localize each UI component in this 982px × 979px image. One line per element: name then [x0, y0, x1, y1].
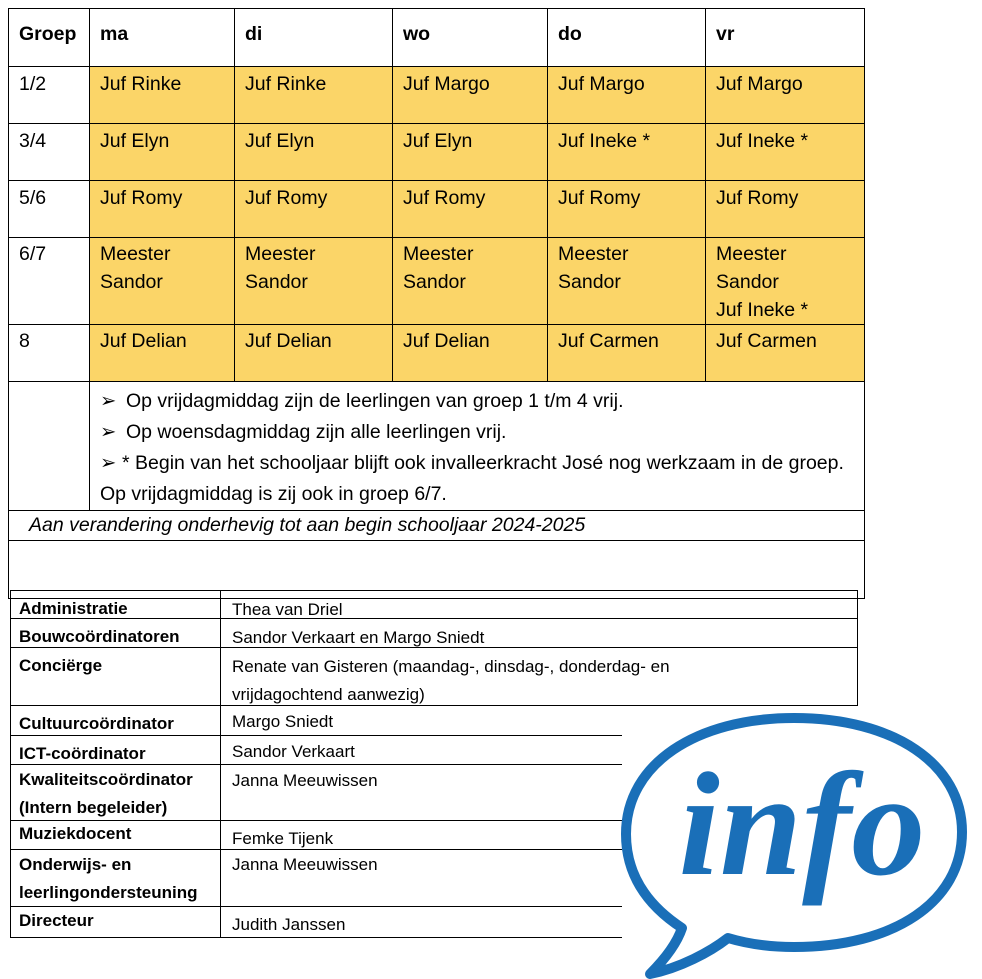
staff-role: Bouwcoördinatoren [19, 627, 180, 646]
arrow-bullet-icon: ➢ [100, 452, 117, 474]
staff-role: Directeur [19, 911, 94, 930]
staff-name-line: Renate van Gisteren (maandag-, dinsdag-, donderdag- en [232, 657, 670, 676]
staff-row-bouwcoordinatoren [10, 619, 858, 648]
staff-role: Administratie [19, 599, 128, 618]
teacher-cell-ma [90, 238, 235, 325]
staff-name: Femke Tijenk [220, 821, 623, 849]
staff-role: Cultuurcoördinator [19, 714, 174, 733]
disclaimer-text: Aan verandering onderhevig tot aan begin schooljaar 2024-2025 [9, 511, 865, 541]
groep-cell: 8 [9, 325, 90, 382]
teacher-line: Meester [716, 243, 787, 265]
teacher-cell-vr: Juf Carmen [706, 325, 865, 382]
staff-row-cultuurcoordinator [10, 706, 622, 736]
teacher-line: Meester [558, 243, 629, 265]
teacher-cell-di: Juf Rinke [235, 67, 393, 124]
staff-role-line: leerlingondersteuning [19, 883, 198, 902]
staff-name: Sandor Verkaart [220, 736, 623, 764]
teacher-cell-wo: Juf Elyn [393, 124, 548, 181]
note-item [100, 448, 854, 510]
schedule-header-row [9, 9, 865, 67]
schedule-row-5-6 [9, 181, 865, 238]
teacher-line: Sandor [245, 271, 308, 293]
schedule-row-3-4 [9, 124, 865, 181]
teacher-cell-di: Juf Delian [235, 325, 393, 382]
staff-name: Thea van Driel [220, 591, 858, 619]
teacher-cell-di: Juf Romy [235, 181, 393, 238]
header-do: do [548, 9, 706, 67]
header-ma: ma [90, 9, 235, 67]
teacher-cell-wo: Juf Romy [393, 181, 548, 238]
staff-row-concierge [10, 648, 858, 706]
staff-row-kwaliteitscoordinator [10, 765, 622, 821]
teacher-cell-do: Juf Margo [548, 67, 706, 124]
notes-cell [90, 382, 865, 511]
info-logo-text: info [678, 743, 926, 907]
notes-empty-cell [9, 382, 90, 511]
teacher-cell-vr [706, 238, 865, 325]
staff-role [11, 850, 220, 907]
staff-role: Muziekdocent [19, 824, 132, 843]
staff-row-ict-coordinator [10, 736, 622, 765]
note-item [100, 386, 854, 417]
note-item [100, 417, 854, 448]
staff-name: Janna Meeuwissen [220, 765, 623, 820]
teacher-cell-vr: Juf Margo [706, 67, 865, 124]
schedule-row-1-2 [9, 67, 865, 124]
groep-cell: 3/4 [9, 124, 90, 181]
staff-name: Sandor Verkaart en Margo Sniedt [220, 619, 858, 647]
staff-role: ICT-coördinator [19, 744, 146, 763]
teacher-cell-ma: Juf Elyn [90, 124, 235, 181]
header-vr: vr [706, 9, 865, 67]
note-text: * Begin van het schooljaar blijft ook invalleerkracht José nog werkzaam in de groep. Op vrijdagmiddag is zij ook in groep 6/7. [100, 452, 844, 505]
staff-name: Judith Janssen [220, 907, 623, 937]
header-di: di [235, 9, 393, 67]
teacher-cell-do [548, 238, 706, 325]
teacher-cell-do: Juf Romy [548, 181, 706, 238]
staff-role-line: (Intern begeleider) [19, 798, 168, 817]
schedule-row-6-7 [9, 238, 865, 325]
teacher-line: Juf Ineke * [716, 299, 809, 321]
teacher-cell-do: Juf Carmen [548, 325, 706, 382]
groep-cell: 5/6 [9, 181, 90, 238]
staff-name: Janna Meeuwissen [220, 850, 623, 906]
staff-role-line: Onderwijs- en [19, 855, 132, 874]
staff-row-muziekdocent [10, 821, 622, 850]
note-text: Op woensdagmiddag zijn alle leerlingen vrij. [126, 421, 507, 443]
schedule-table [8, 8, 865, 599]
groep-cell: 1/2 [9, 67, 90, 124]
staff-role [11, 765, 220, 822]
teacher-cell-di [235, 238, 393, 325]
arrow-bullet-icon: ➢ [100, 390, 117, 412]
arrow-bullet-icon: ➢ [100, 421, 117, 443]
teacher-line: Meester [100, 243, 171, 265]
staff-role: Conciërge [19, 656, 103, 675]
staff-name [220, 648, 858, 705]
teacher-cell-di: Juf Elyn [235, 124, 393, 181]
teacher-cell-wo: Juf Delian [393, 325, 548, 382]
teacher-line: Sandor [558, 271, 621, 293]
teacher-cell-ma: Juf Romy [90, 181, 235, 238]
teacher-cell-wo: Juf Margo [393, 67, 548, 124]
teacher-line: Meester [403, 243, 474, 265]
teacher-cell-vr: Juf Romy [706, 181, 865, 238]
teacher-line: Meester [245, 243, 316, 265]
groep-cell: 6/7 [9, 238, 90, 325]
teacher-cell-vr: Juf Ineke * [706, 124, 865, 181]
note-text: Op vrijdagmiddag zijn de leerlingen van groep 1 t/m 4 vrij. [126, 390, 624, 412]
staff-name-line: vrijdagochtend aanwezig) [232, 685, 425, 704]
teacher-cell-ma: Juf Rinke [90, 67, 235, 124]
staff-role-line: Kwaliteitscoördinator [19, 770, 193, 789]
staff-row-onderwijs-ondersteuning [10, 850, 622, 907]
teacher-cell-wo [393, 238, 548, 325]
teacher-cell-ma: Juf Delian [90, 325, 235, 382]
staff-row-administratie [10, 590, 858, 619]
schedule-row-8 [9, 325, 865, 382]
teacher-line: Sandor [716, 271, 779, 293]
header-groep: Groep [9, 9, 90, 67]
notes-row [9, 382, 865, 511]
teacher-line: Sandor [403, 271, 466, 293]
teacher-cell-do: Juf Ineke * [548, 124, 706, 181]
info-logo [618, 706, 968, 979]
teacher-line: Sandor [100, 271, 163, 293]
disclaimer-row [9, 511, 865, 541]
staff-name: Margo Sniedt [220, 706, 623, 735]
staff-row-directeur [10, 907, 622, 938]
header-wo: wo [393, 9, 548, 67]
